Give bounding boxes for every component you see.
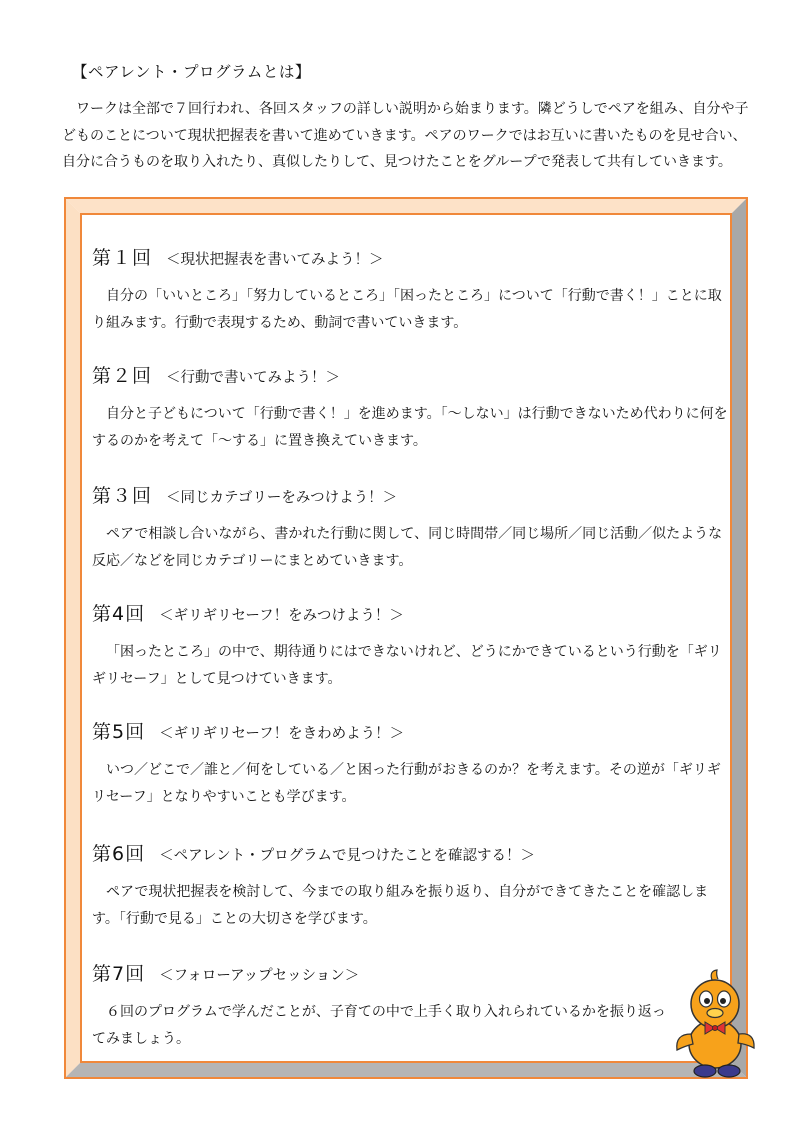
session-theme: ＜ギリギリセーフ！をみつけよう！＞ [159, 608, 404, 624]
session-title [92, 481, 732, 508]
session-description: 自分の「いいところ」「努力しているところ」「困ったところ」について「行動で書く！」ことに取り組みます。行動で表現するため、動詞で書いていきます。 [92, 288, 722, 331]
session-4 [92, 599, 732, 692]
session-description: ペアで相談し合いながら、書かれた行動に関して、同じ時間帯／同じ場所／同じ活動／似たような反応／などを同じカテゴリーにまとめていきます。 [92, 526, 723, 569]
session-description: ペアで現状把握表を検討して、今までの取り組みを振り返り、自分ができてきたことを確認します。「行動で見る」ことの大切さを学びます。 [92, 884, 709, 927]
session-number: 第２回 [92, 365, 153, 387]
chick-mascot-icon [672, 968, 758, 1084]
session-theme: ＜フォローアップセッション＞ [159, 968, 360, 984]
session-number: 第7回 [92, 963, 146, 985]
session-number: 第4回 [92, 603, 146, 625]
session-description: ６回のプログラムで学んだことが、子育ての中で上手く取り入れられているかを振り返ってみましょう。 [92, 1004, 666, 1047]
frame-bevel-top [64, 197, 748, 213]
session-title [92, 361, 732, 388]
session-description: 自分と子どもについて「行動で書く！」を進めます。「～しない」は行動できないため代わりに何をするのかを考えて「～する」に置き換えていきます。 [92, 406, 728, 449]
session-theme: ＜ペアレント・プログラムで見つけたことを確認する！＞ [159, 848, 536, 864]
session-2 [92, 361, 732, 454]
session-theme: ＜現状把握表を書いてみよう！＞ [166, 252, 384, 268]
session-1 [92, 243, 732, 336]
intro-paragraph: ワークは全部で７回行われ、各回スタッフの詳しい説明から始まります。隣どうしでペアを組み、自分や子どものことについて現状把握表を書いて進めていきます。ペアのワークではお互いに書いたものを見せ合い、自分に合うものを取り入れたり、真似したりして、見つけたことをグループで発表して共有していきます。 [62, 101, 749, 170]
session-title [92, 839, 732, 866]
session-theme: ＜同じカテゴリーをみつけよう！＞ [166, 490, 398, 506]
frame-bevel-bottom [64, 1063, 748, 1079]
session-7 [92, 959, 672, 1052]
session-theme: ＜行動で書いてみよう！＞ [166, 370, 341, 386]
session-3 [92, 481, 732, 574]
session-5 [92, 717, 732, 810]
session-title [92, 959, 672, 986]
session-6 [92, 839, 732, 932]
session-description: 「困ったところ」の中で、期待通りにはできないけれど、どうにかできているという行動を「ギリギリセーフ」として見つけていきます。 [92, 644, 722, 687]
sessions-panel [80, 213, 732, 1063]
session-title [92, 717, 732, 744]
session-number: 第１回 [92, 247, 153, 269]
session-description: いつ／どこで／誰と／何をしている／と困った行動がおきるのか？を考えます。その逆が「ギリギリセーフ」となりやすいことも学びます。 [92, 762, 721, 805]
session-number: 第5回 [92, 721, 146, 743]
frame-bevel-left [64, 197, 80, 1079]
session-number: 第３回 [92, 485, 153, 507]
page-heading: 【ペアレント・プログラムとは】 [72, 63, 311, 81]
session-title [92, 243, 732, 270]
frame-bevel-right [732, 197, 748, 1079]
session-number: 第6回 [92, 843, 146, 865]
session-title [92, 599, 732, 626]
session-theme: ＜ギリギリセーフ！をきわめよう！＞ [159, 726, 405, 742]
sessions-frame [64, 197, 748, 1079]
